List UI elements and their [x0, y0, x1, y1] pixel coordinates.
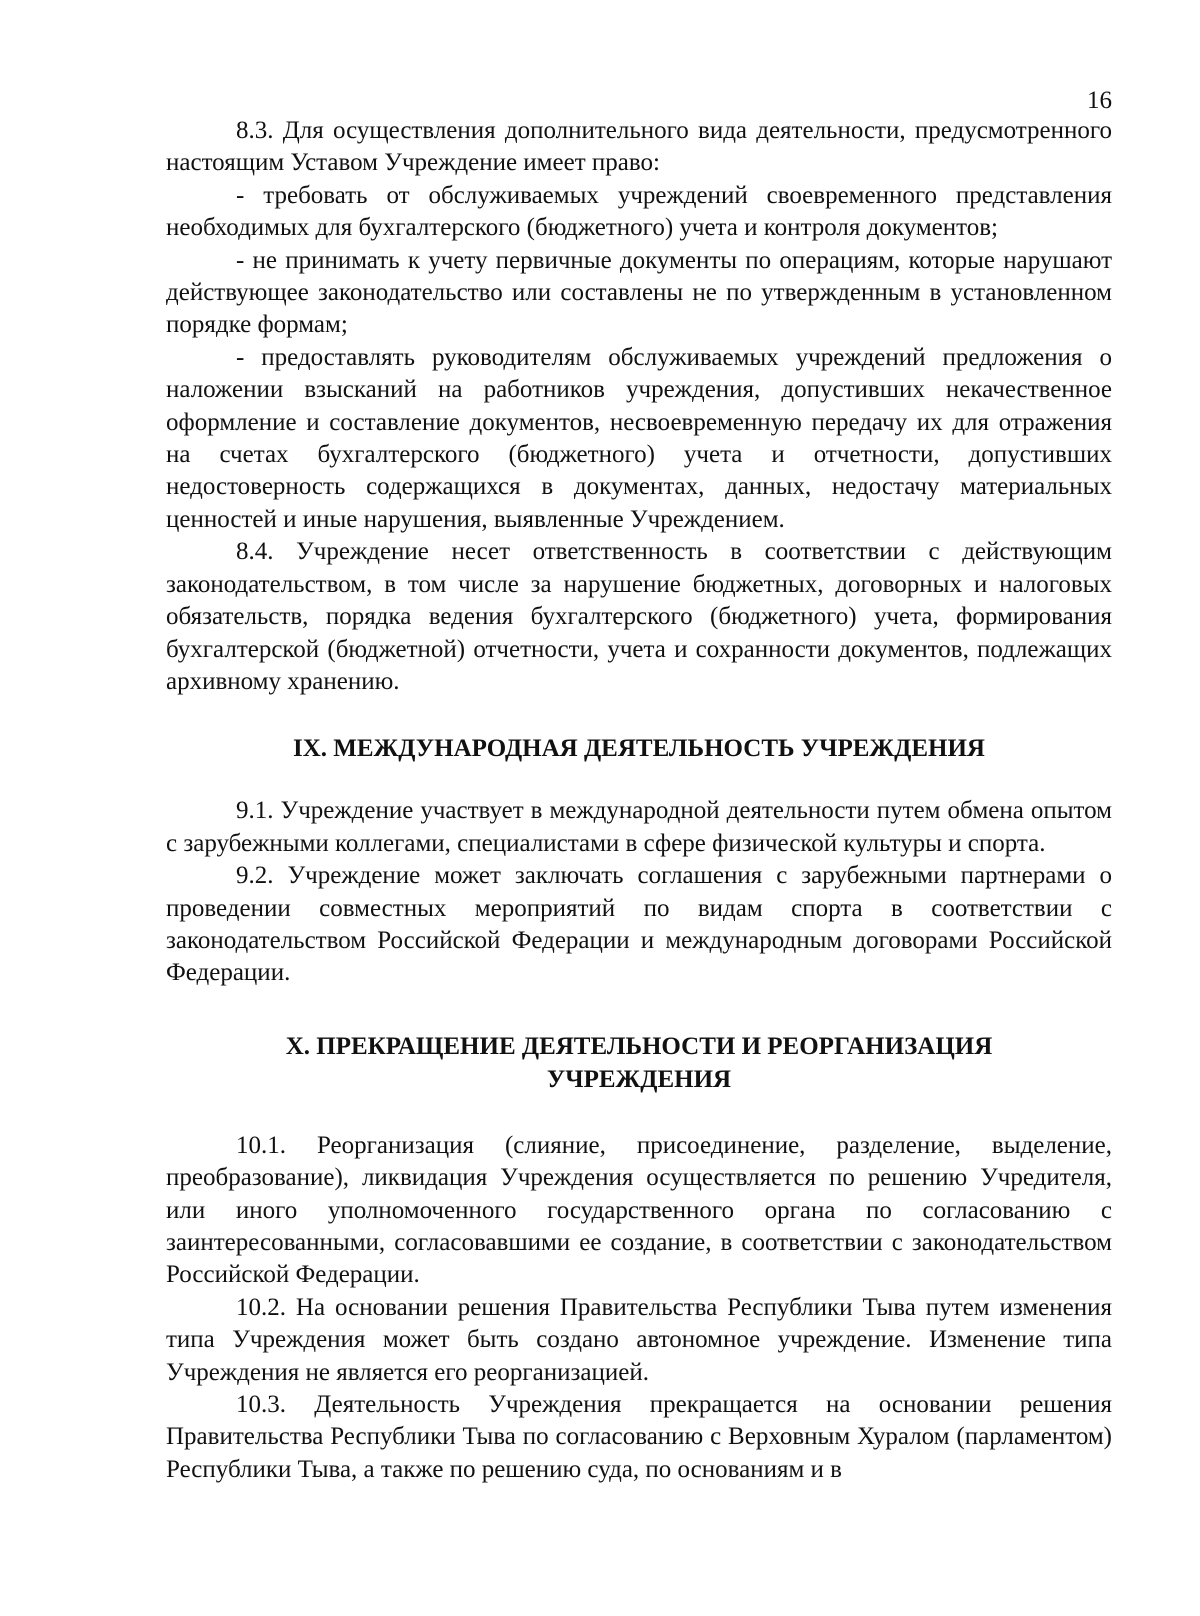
paragraph-8-3-item-2: - не принимать к учету первичные документы по операциям, которые нарушают действующее законодательство или составлены не по утвержденным в установленном порядке формам; [166, 246, 1112, 339]
paragraph-8-3: 8.3. Для осуществления дополнительного вида деятельности, предусмотренного настоящим Уставом Учреждение имеет право: [166, 117, 1112, 177]
paragraph-8-3-item-1: - требовать от обслуживаемых учреждений своевременного представления необходимых для бухгалтерского (бюджетного) учета и контроля документов; [166, 181, 1112, 242]
section-10-heading-line-2: УЧРЕЖДЕНИЯ [546, 1065, 732, 1093]
section-10-heading-line-1: X. ПРЕКРАЩЕНИЕ ДЕЯТЕЛЬНОСТИ И РЕОРГАНИЗАЦИЯ [285, 1032, 993, 1060]
paragraph-10-3: 10.3. Деятельность Учреждения прекращается на основании решения Правительства Республики Тыва по согласованию с Верховным Хуралом (парламентом) Республики Тыва, а также по решению суда, по основаниям и в [166, 1391, 1112, 1483]
paragraph-10-2: 10.2. На основании решения Правительства Республики Тыва путем изменения типа Учреждения может быть создано автономное учреждение. Изменение типа Учреждения не является его реорганизацией. [166, 1293, 1112, 1386]
section-9-heading: IX. МЕЖДУНАРОДНАЯ ДЕЯТЕЛЬНОСТЬ УЧРЕЖДЕНИЯ [293, 735, 985, 763]
section-10-heading [166, 1030, 1112, 1096]
paragraph-8-4: 8.4. Учреждение несет ответственность в соответствии с действующим законодательством, в том числе за нарушение бюджетных, договорных и налоговых обязательств, порядка ведения бухгалтерского (бюджетного) учета, формирования бухгалтерской (бюджетной) отчетности, учета и сохранности документов, подлежащих архивному хранению. [166, 538, 1112, 695]
paragraph-8-3-item-3: - предоставлять руководителям обслуживаемых учреждений предложения о наложении взысканий на работников учреждения, допустивших некачественное оформление и составление документов, несвоевременную передачу их для отражения на счетах бухгалтерского (бюджетного) учета и отчетности, допустивших недостоверность содержащихся в документах, данных, недостачу материальных ценностей и иные нарушения, выявленные Учреждением. [166, 343, 1112, 533]
page-number: 16 [1087, 87, 1112, 114]
document-body [166, 115, 1112, 1486]
paragraph-9-1: 9.1. Учреждение участвует в международной деятельности путем обмена опытом с зарубежными коллегами, специалистами в сфере физической культуры и спорта. [166, 797, 1112, 857]
paragraph-9-2: 9.2. Учреждение может заключать соглашения с зарубежными партнерами о проведении совместных мероприятий по видам спорта в соответствии с законодательством Российской Федерации и международным договорами Российской Федерации. [166, 862, 1112, 987]
paragraph-10-1: 10.1. Реорганизация (слияние, присоединение, разделение, выделение, преобразование), ликвидация Учреждения осуществляется по решению Учредителя, или иного уполномоченного государственного органа по согласованию с заинтересованными, согласовавшими ее создание, в соответствии с законодательством Российской Федерации. [166, 1131, 1112, 1289]
